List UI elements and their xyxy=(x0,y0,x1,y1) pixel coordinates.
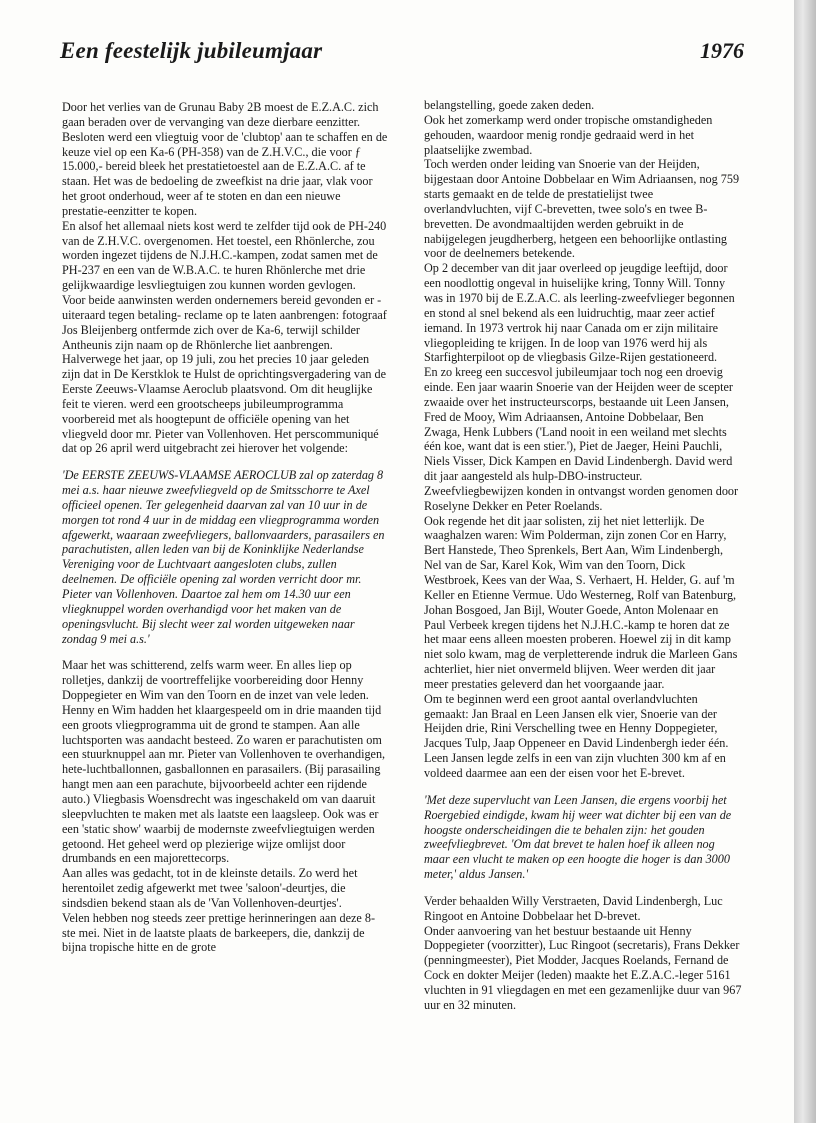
paragraph: Ook regende het dit jaar solisten, zij het niet letterlijk. De waaghalzen waren: Wim Polderman, zijn zonen Cor en Harry, Bert Hanstede, Theo Sprenkels, Bert Aan, Wim Lindenbergh, Nel van de Sar, Karel Kok, Wim van den Toorn, Dick Westbroek, Kees van der Waa, S. Verhaert, H. Helder, G. auf 'm Keller en Etienne Vermue. Udo Westerneg, Rolf van Batenburg, Johan Bosgoed, Jan Bijl, Wouter Goede, Anton Molenaar en Paul Verbeek kregen tijdens het N.J.H.C.-kamp te horen dat ze het maar eens alleen moesten proberen. Hoewel zij in dit kamp niet solo kwam, mag de verpletterende indruk die Marleen Gans achterliet, hier niet onvermeld blijven. Weer werden dit jaar meer prestaties geleverd dan het voorgaande jaar. xyxy=(424,513,738,691)
paragraph: Op 2 december van dit jaar overleed op jeugdige leeftijd, door een noodlottig ongeval in huiselijke kring, Tonny Will. Tonny was in 1970 bij de E.Z.A.C. als leerling-zweefvlieger begonnen en stond al snel bekend als een luidruchtig, maar zeer actief iemand. In 1973 vertrok hij naar Canada om er zijn militaire vliegopleiding te krijgen. In de loop van 1976 werd hij als Starfighterpiloot op de vliegbasis Gilze-Rijen gestationeerd. xyxy=(424,261,735,365)
paragraph: Toch werden onder leiding van Snoerie van der Heijden, bijgestaan door Antoine Dobbelaar en Wim Adriaansen, nog 759 starts gemaakt en de telde de prestatielijst twee overlandvluchten, vijf C-brevetten, twee solo's en twee B-brevetten. De avondmaaltijden werden gebruikt in de nabijgelegen jeugdherberg, hetgeen een behoorlijke ontlasting voor de deelnemers betekende. xyxy=(424,157,740,261)
paragraph: Voor beide aanwinsten werden ondernemers bereid gevonden er -uiteraard tegen betaling- reclame op te laten aanbrengen: fotograaf Jos Bleijenberg ontfermde zich over de Ka-6, terwijl schilder Antheunis zijn naam op de Rhönlerche liet aanbrengen. xyxy=(62,292,387,352)
paragraph: Door het verlies van de Grunau Baby 2B moest de E.Z.A.C. zich gaan beraden over de vervanging van deze dierbare eenzitter. Besloten werd een vliegtuig voor de 'clubtop' aan te schaffen en de keuze viel op een Ka-6 (PH-358) van de Z.H.V.C., die voor ƒ 15.000,- bereid bleek het prestatietoestel aan de E.Z.A.C. af te staan. Het was de bedoeling de zweefkist na drie jaar, vlak voor het groot onderhoud, weer af te stoten en dan een nieuwe prestatie-eenzitter te kopen. xyxy=(62,100,388,218)
paragraph: Velen hebben nog steeds zeer prettige herinneringen aan deze 8-ste mei. Niet in de laatste plaats de barkeepers, die, dankzij de bijna tropische hitte en de grote xyxy=(62,910,376,955)
paragraph: Zweefvliegbewijzen konden in ontvangst worden genomen door Roselyne Dekker en Peter Roelands. xyxy=(424,483,739,513)
paragraph: Aan alles was gedacht, tot in de kleinste details. Zo werd het herentoilet zedig afgewerkt met twee 'saloon'-deurtjes, die sindsdien bekend staan als de 'Van Vollenhoven-deurtjes'. xyxy=(62,866,358,910)
paragraph: Onder aanvoering van het bestuur bestaande uit Henny Doppegieter (voorzitter), Luc Ringoot (secretaris), Frans Dekker (penningmeester), Piet Modder, Jacques Roelands, Fernand de Cock en dokter Meijer (leden) maakte het E.Z.A.C.-leger 5161 vluchten in 91 vliegdagen en met een gezamenlijke duur van 967 uur en 32 minuten. xyxy=(424,923,742,1012)
paragraph: Halverwege het jaar, op 19 juli, zou het precies 10 jaar geleden zijn dat in De Kerstklok te Hulst de oprichtingsvergadering van de Eerste Zeeuws-Vlaamse Aeroclub plaatsvond. Om dit heuglijke feit te vieren. werd een grootscheeps jubileumprogramma voorbereid met als hoogtepunt de officiële opening van het vliegveld door mr. Pieter van Vollenhoven. Het perscommuniqué dat op 26 april werd uitgebracht zei hierover het volgende: xyxy=(62,352,387,456)
right-column xyxy=(424,98,742,1013)
page-header xyxy=(60,38,744,72)
page-title: Een feestelijk jubileumjaar xyxy=(60,38,323,63)
paragraph: En zo kreeg een succesvol jubileumjaar toch nog een droevig einde. Een jaar waarin Snoerie van der Heijden weer de scepter zwaaide over het instructeurscorps, bestaande uit Leen Jansen, Fred de Mooy, Wim Adriaansen, Antoine Dobbelaar, Ben Zwaga, Henk Lubbers ('Land nooit in een weiland met slechts één koe, want dat is een stier.'), Piet de Jaeger, Heini Pauchli, Niels Visser, Dick Kampen en David Lindenbergh. David werd dit jaar aangesteld als hulp-DBO-instructeur. xyxy=(424,365,733,484)
press-release-quote: 'De EERSTE ZEEUWS-VLAAMSE AEROCLUB zal op zaterdag 8 mei a.s. haar nieuwe zweefvliegveld op de Smitsschorre te Axel officieel openen. Ter gelegenheid daarvan zal van 10 uur in de morgen tot rond 4 uur in de middag een vliegprogramma worden afgewerkt, waaraan zweefvliegers, ballonvaarders, parasailers en parachutisten, allen leden van bij de Koninklijke Nederlandse Vereniging voor de Luchtvaart aangesloten clubs, zullen deelnemen. De officiële opening zal worden verricht door mr. Pieter van Vollenhoven. Daartoe zal hem om 14.30 uur een vliegknuppel worden overhandigd voor het maken van de openingsvlucht. Bij slecht weer zal worden uitgeweken naar zondag 9 mei a.s.' xyxy=(62,468,385,646)
paragraph: Maar het was schitterend, zelfs warm weer. En alles liep op rolletjes, dankzij de voortreffelijke voorbereiding door Henny Doppegieter en Wim van den Toorn en de inzet van vele leden. xyxy=(62,658,369,703)
paragraph: Verder behaalden Willy Verstraeten, David Lindenbergh, Luc Ringoot en Antoine Dobbelaar het D-brevet. xyxy=(424,893,723,923)
jansen-quote: 'Met deze supervlucht van Leen Jansen, die ergens voorbij het Roergebied eindigde, kwam hij weer wat dichter bij een van de hoogste onderscheidingen die te behalen zijn: het gouden zweefvliegbrevet. 'Om dat brevet te halen hoef ik alleen nog maar een vlucht te maken op een hoogte die hoger is dan 3000 meter,' aldus Jansen.' xyxy=(424,792,732,882)
paragraph: Om te beginnen werd een groot aantal overlandvluchten gemaakt: Jan Braal en Leen Jansen elk vier, Snoerie van der Heijden drie, Rini Verschelling twee en Henny Doppegieter, Jacques Tulp, Jaap Oppeneer en David Lindenbergh ieder één. Leen Jansen legde zelfs in een van zijn vluchten 300 km af en voldeed daarmee aan een der eisen voor het E-brevet. xyxy=(424,691,729,780)
paragraph: Ook het zomerkamp werd onder tropische omstandigheden gehouden, waardoor menig rondje gedraaid werd in het plaatselijke zwembad. xyxy=(424,112,713,157)
page-edge xyxy=(794,0,816,1123)
paragraph: belangstelling, goede zaken deden. xyxy=(424,98,595,112)
paragraph: En alsof het allemaal niets kost werd te zelfder tijd ook de PH-240 van de Z.H.V.C. overgenomen. Het toestel, een Rhönlerche, zou worden ingezet tijdens de N.J.H.C.-kampen, zodat samen met de PH-237 en een van de W.B.A.C. te huren Rhönlerche met drie gelijkwaardige lesvliegtuigen zou kunnen worden gevlogen. xyxy=(62,218,387,293)
paragraph: Henny en Wim hadden het klaargespeeld om in drie maanden tijd een groots vliegprogramma uit de grond te stampen. Aan alle luchtsporten was aandacht besteed. Zo waren er parachutisten om een stuurknuppel aan mr. Pieter van Vollenhoven te overhandigen, hete-luchtballonnen, gasballonnen en parasailers. (Bij parasailing hangt men aan een parachute, bijvoorbeeld achter een rijdende auto.) Vliegbasis Woensdrecht was ingeschakeld om van daaruit sleepvluchten te maken met als laatste een laagsleep. Ook was er een 'static show' waarbij de modernste zweefvliegtuigen werden getoond. Het geheel werd op plezierige wijze omlijst door drumbands en een majorettecorps. xyxy=(62,702,386,866)
page-year: 1976 xyxy=(700,38,744,63)
left-column xyxy=(62,100,388,955)
